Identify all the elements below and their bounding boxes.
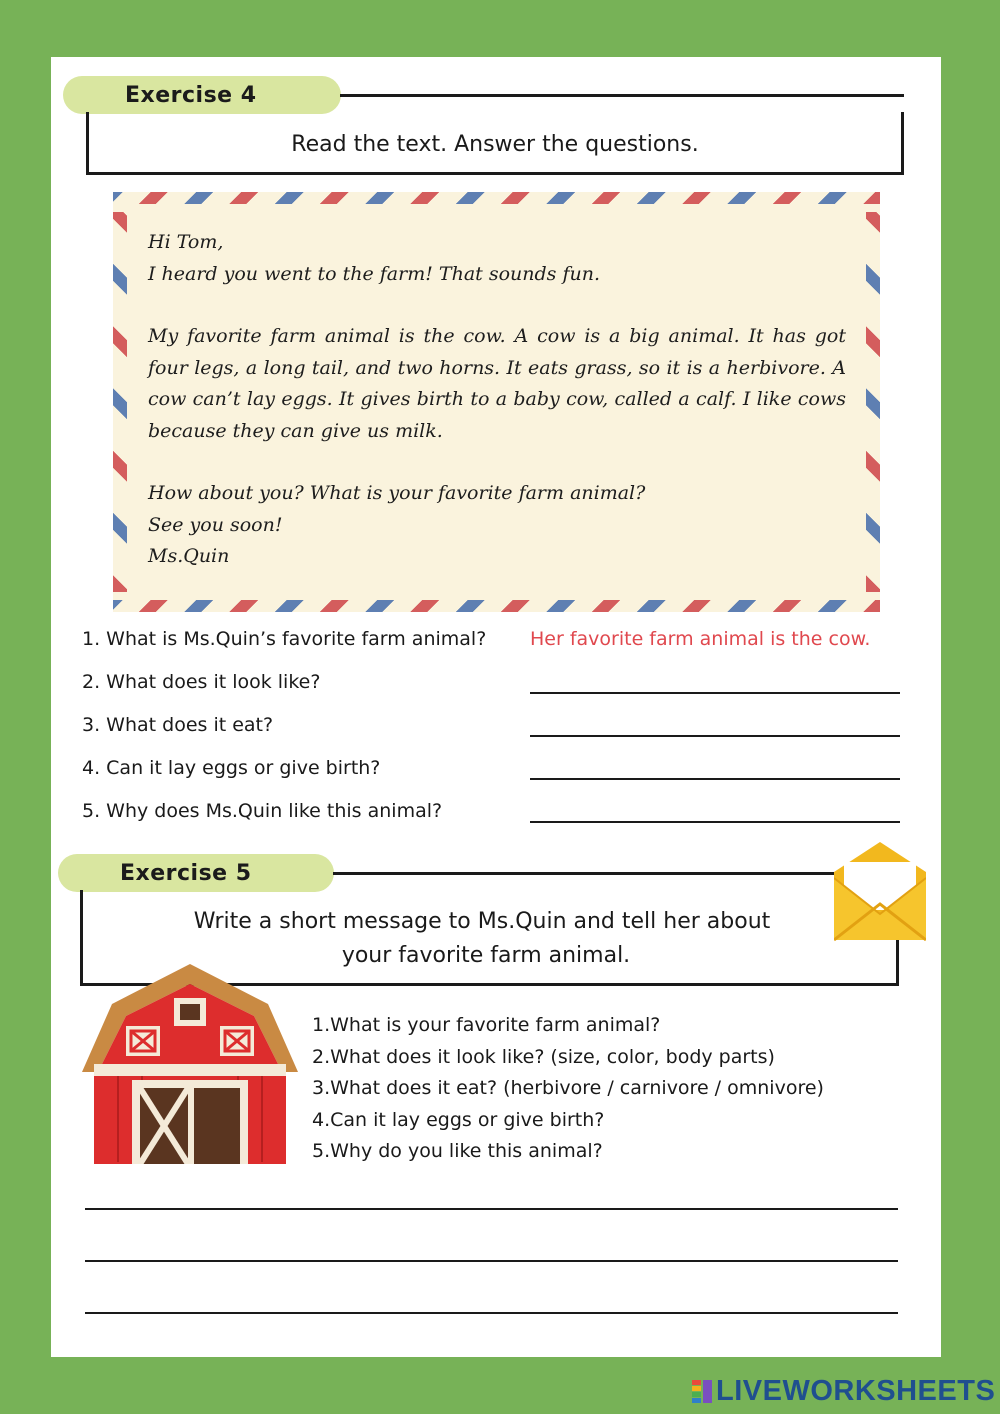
writing-line-3[interactable] — [85, 1312, 898, 1314]
question-2: 2. What does it look like? — [82, 671, 321, 693]
letter-paragraph: My favorite farm animal is the cow. A cow is a big animal. It has got four legs, a long tail, and two horns. It eats grass, so it is a herbivore. A cow can’t lay eggs. It gives birth to a baby cow, called a calf. I like cows because they can give us milk. — [148, 325, 846, 442]
answer-3-field[interactable] — [530, 735, 900, 737]
airmail-letter — [113, 192, 880, 612]
question-4: 4. Can it lay eggs or give birth? — [82, 757, 381, 779]
letter-greeting: Hi Tom, — [148, 231, 224, 253]
liveworksheets-logo-icon — [692, 1380, 712, 1404]
writing-line-2[interactable] — [85, 1260, 898, 1262]
exercise-5-title: Exercise 5 — [58, 854, 334, 892]
letter-question: How about you? What is your favorite farm animal? — [148, 482, 646, 504]
answer-2-field[interactable] — [530, 692, 900, 694]
brand-text: LIVEWORKSHEETS — [716, 1375, 996, 1407]
prompt-item: 4.Can it lay eggs or give birth? — [312, 1108, 605, 1131]
answer-1[interactable]: Her favorite farm animal is the cow. — [530, 628, 871, 650]
airmail-border-bottom — [113, 600, 880, 612]
letter-body — [148, 227, 846, 573]
airmail-border-top — [113, 192, 880, 204]
prompt-item: 5.Why do you like this animal? — [312, 1140, 603, 1162]
answer-4-field[interactable] — [530, 778, 900, 780]
prompt-list — [312, 1010, 824, 1168]
envelope-icon — [834, 842, 926, 942]
answer-5-field[interactable] — [530, 821, 900, 823]
letter-signature: Ms.Quin — [148, 545, 230, 567]
liveworksheets-logo — [692, 1375, 995, 1408]
writing-line-1[interactable] — [85, 1208, 898, 1210]
prompt-item: 2.What does it look like? (size, color, body parts) — [312, 1045, 775, 1068]
exercise-4-instruction: Read the text. Answer the questions. — [291, 132, 699, 157]
exercise-4-title: Exercise 4 — [63, 76, 341, 114]
letter-line: I heard you went to the farm! That sounds fun. — [148, 262, 600, 285]
barn-icon — [82, 964, 298, 1164]
prompt-item: 1.What is your favorite farm animal? — [312, 1014, 661, 1036]
question-3: 3. What does it eat? — [82, 714, 274, 736]
question-5: 5. Why does Ms.Quin like this animal? — [82, 800, 443, 822]
airmail-border-right — [866, 212, 880, 592]
exercise-5-instruction-line-1: Write a short message to Ms.Quin and tell her about — [193, 909, 771, 934]
divider-line — [340, 94, 904, 97]
airmail-border-left — [113, 212, 127, 592]
question-1: 1. What is Ms.Quin’s favorite farm animal? — [82, 628, 487, 650]
prompt-item: 3.What does it eat? (herbivore / carnivore / omnivore) — [312, 1077, 824, 1099]
exercise-5-instruction-line-2: your favorite farm animal. — [341, 943, 631, 968]
divider-line — [333, 872, 899, 875]
letter-closing: See you soon! — [148, 513, 283, 536]
